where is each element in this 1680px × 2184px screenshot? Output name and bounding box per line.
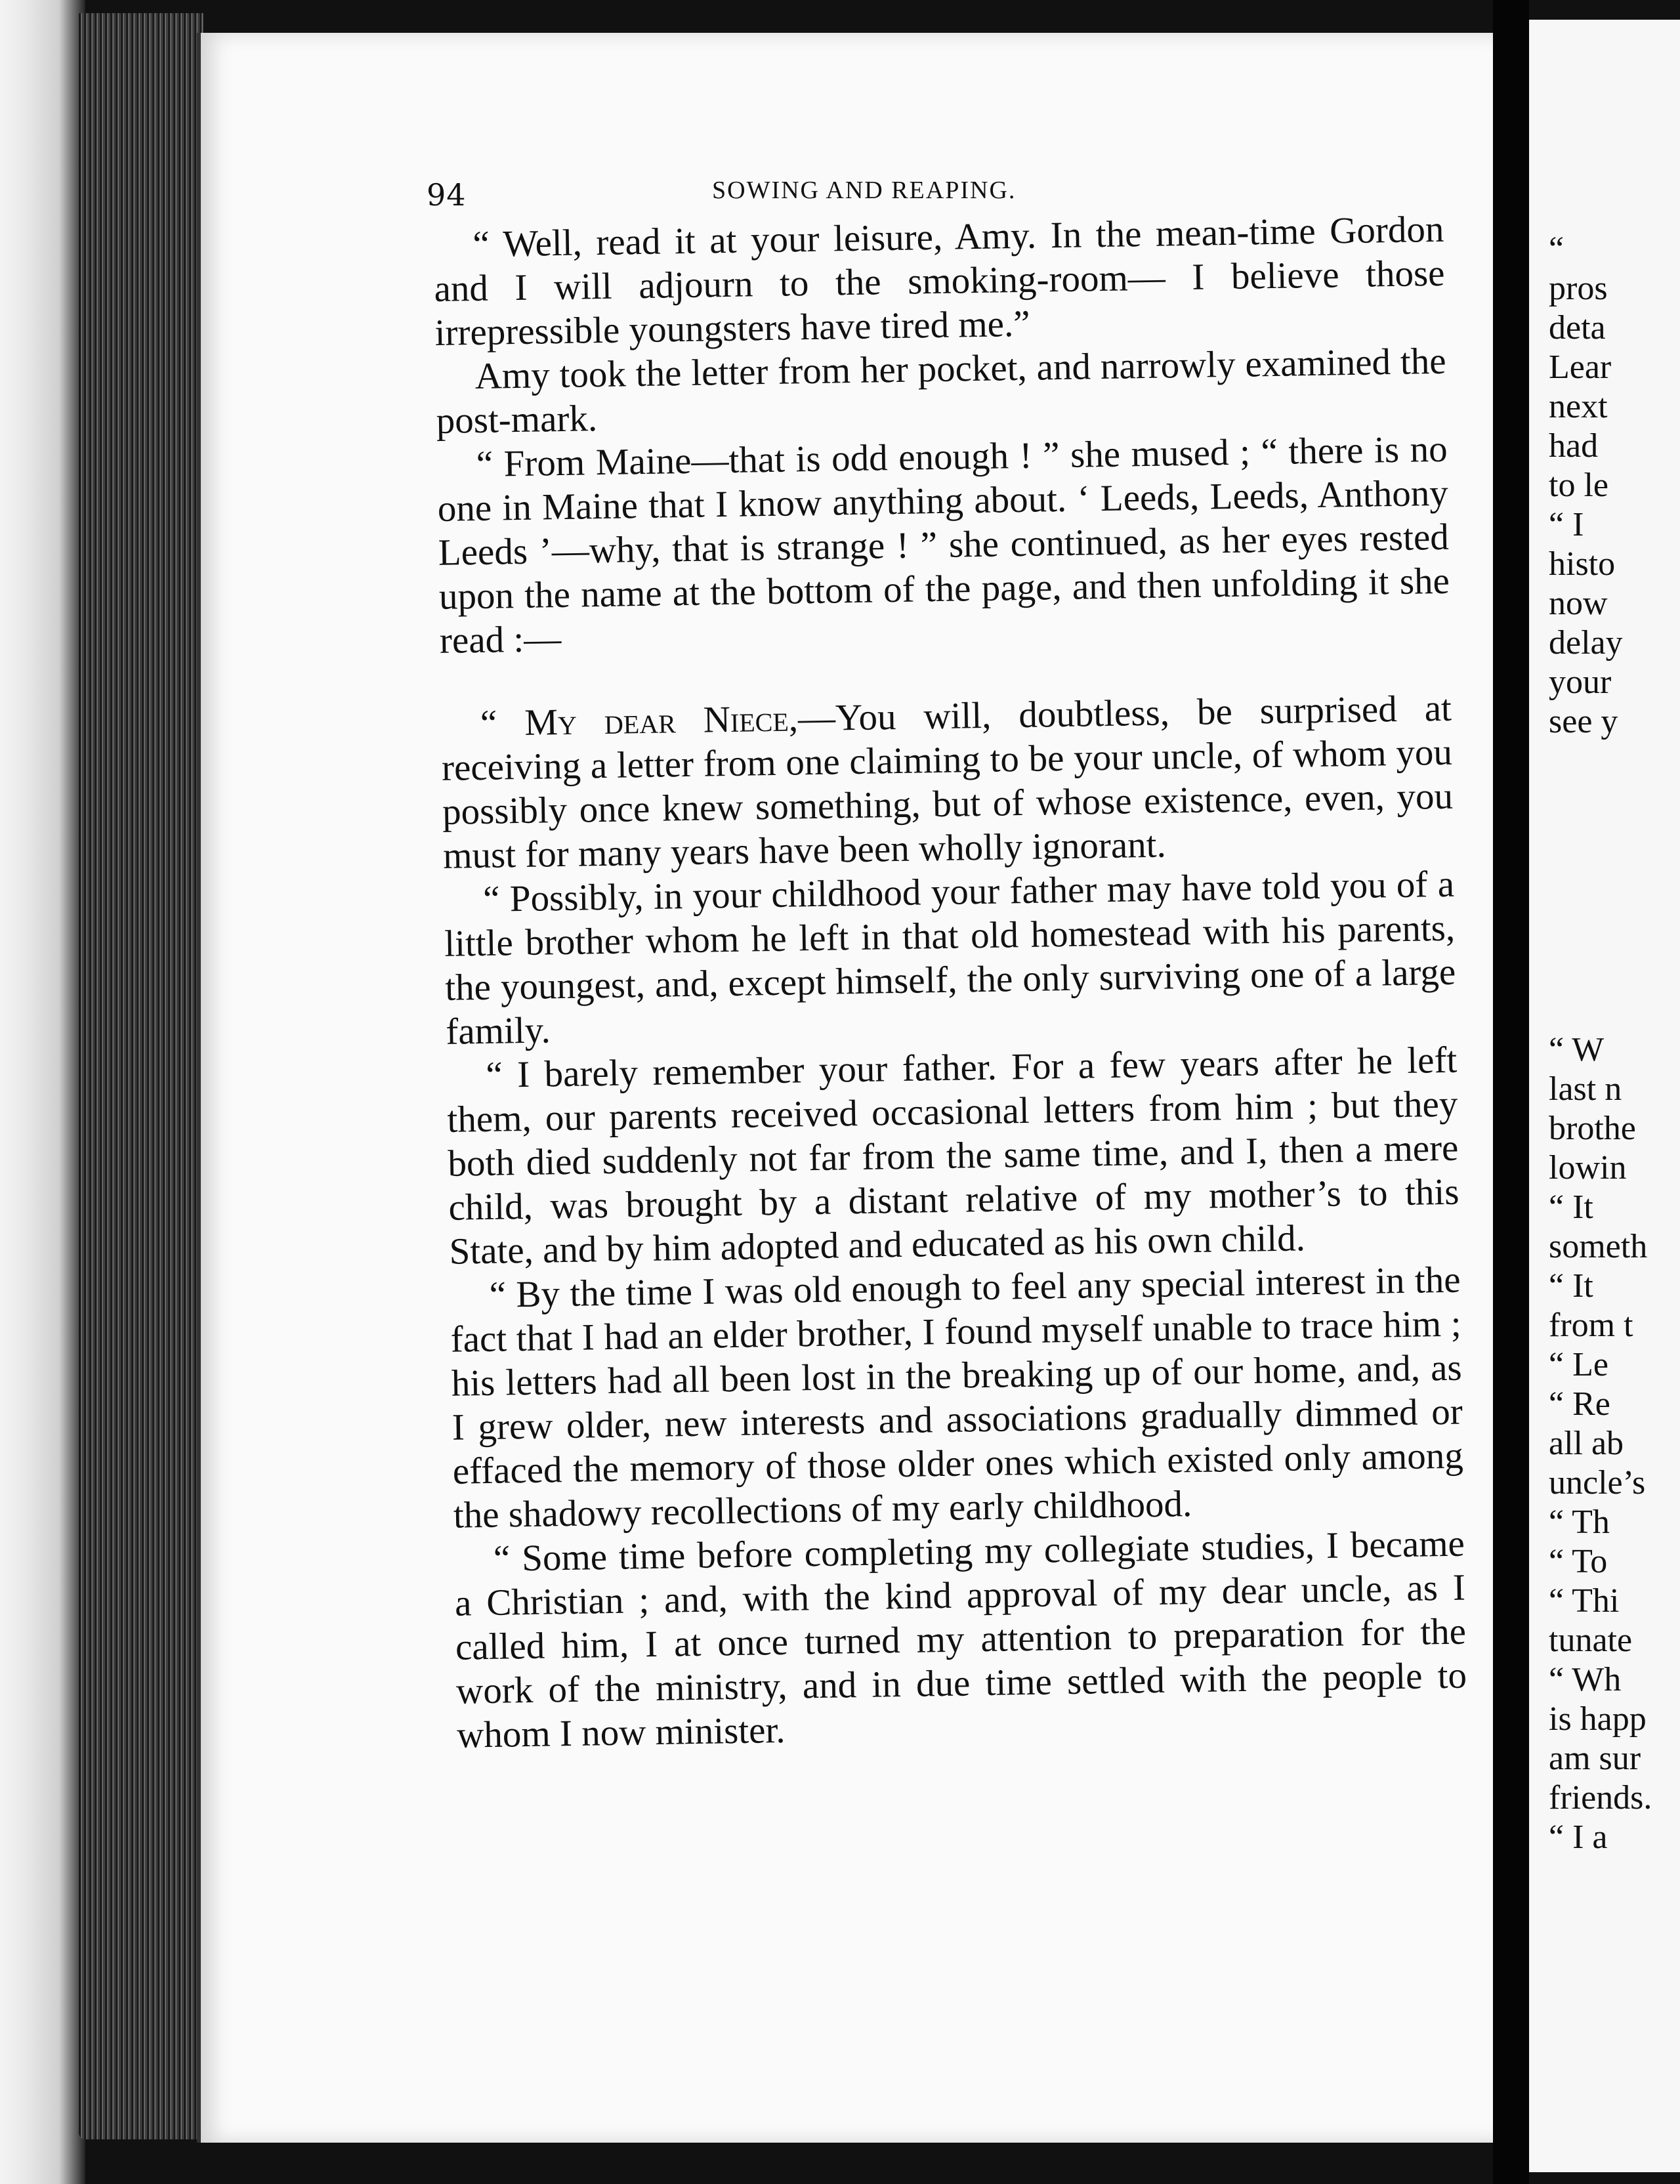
- paragraph: Amy took the letter from her pocket, and narrowly examined the post-mark.: [436, 340, 1446, 442]
- facing-text-fragment: next: [1549, 388, 1608, 425]
- facing-text-fragment: “ I: [1549, 506, 1584, 543]
- facing-text-fragment: friends.: [1549, 1779, 1652, 1816]
- facing-text-fragment: is happ: [1549, 1700, 1647, 1738]
- letter-opening: —You will, doubtless, be surprised at receiving a letter from one claiming to be your uncle, of whom you possibly once knew something, but of whose existence, even, you must for many years have been wholly ignorant.: [441, 687, 1454, 877]
- facing-text-fragment: now: [1549, 585, 1608, 622]
- scanner-margin: [0, 0, 85, 2184]
- facing-text-fragment: “ W: [1549, 1031, 1605, 1068]
- facing-text-fragment: “ Th: [1549, 1503, 1610, 1541]
- facing-text-fragment: from t: [1549, 1307, 1633, 1344]
- facing-text-fragment: “ Re: [1549, 1385, 1610, 1423]
- facing-text-fragment: all ab: [1549, 1425, 1624, 1462]
- facing-text-fragment: uncle’s: [1549, 1464, 1646, 1502]
- book-page-edges: [79, 13, 203, 2139]
- letter-paragraph: “ By the time I was old enough to feel any special interest in the fact that I had an elder brother, I found myself unable to trace him ; his letters had all been lost in the breaking up of our home, and, as I grew older, new interests and associations gradually dimmed or effaced the memory of those older ones which existed only among the shadowy recollections of my early childhood.: [450, 1259, 1464, 1536]
- facing-text-fragment: “ It: [1549, 1267, 1593, 1305]
- paragraph: “ From Maine—that is odd enough ! ” she mused ; “ there is no one in Maine that I know anything about. ‘ Leeds, Leeds, Anthony Leeds ’—why, that is strange ! ” she continued, as her eyes rested upon the name at the bottom of the page, and then unfolding it she read :—: [437, 428, 1450, 662]
- facing-text-fragment: histo: [1549, 545, 1616, 583]
- facing-text-fragment: delay: [1549, 624, 1623, 662]
- letter-paragraph: “ Some time before completing my collegiate studies, I became a Christian ; and, with the kind approval of my dear uncle, as I called him, I at once turned my attention to preparation for the work of the ministry, and in due time settled with the people to whom I now minister.: [454, 1522, 1467, 1756]
- letter-paragraph: “ Possibly, in your childhood your father may have told you of a little brother whom he left in that old homestead with his parents, the youngest, and, except himself, the only surviving one of a large family.: [444, 863, 1456, 1053]
- facing-text-fragment: am sur: [1549, 1740, 1641, 1777]
- facing-page: [1529, 20, 1680, 2172]
- letter-salutation: “ My dear Niece,: [480, 698, 799, 744]
- facing-text-fragment: see y: [1549, 703, 1618, 740]
- facing-text-fragment: “ It: [1549, 1188, 1593, 1226]
- paragraph: “ Well, read it at your leisure, Amy. In the mean-time Gordon and I will adjourn to the smoking-room— I believe those irrepressible youngsters have tired me.”: [434, 208, 1445, 354]
- facing-text-fragment: your: [1549, 663, 1612, 701]
- facing-text-fragment: pros: [1549, 270, 1608, 307]
- facing-text-fragment: “ Le: [1549, 1346, 1608, 1383]
- facing-text-fragment: “: [1549, 230, 1564, 268]
- facing-text-fragment: someth: [1549, 1228, 1648, 1265]
- facing-text-fragment: last n: [1549, 1070, 1622, 1108]
- facing-text-fragment: to le: [1549, 467, 1608, 504]
- letter-opening-paragraph: [440, 686, 1454, 878]
- facing-text-fragment: had: [1549, 427, 1599, 465]
- body-text: [433, 207, 1468, 1757]
- book-gutter: [1493, 0, 1529, 2184]
- facing-text-fragment: tunate: [1549, 1622, 1633, 1659]
- running-head: SOWING AND REAPING.: [712, 177, 1017, 204]
- page-number: 94: [427, 177, 467, 213]
- facing-text-fragment: “ To: [1549, 1543, 1608, 1580]
- facing-text-fragment: lowin: [1549, 1149, 1627, 1186]
- facing-text-fragment: Lear: [1549, 348, 1612, 386]
- facing-text-fragment: “ Thi: [1549, 1582, 1620, 1620]
- facing-text-fragment: deta: [1549, 309, 1606, 346]
- facing-text-fragment: brothe: [1549, 1110, 1636, 1147]
- facing-text-fragment: “ I a: [1549, 1818, 1608, 1856]
- facing-text-fragment: “ Wh: [1549, 1661, 1622, 1698]
- letter-paragraph: “ I barely remember your father. For a few years after he left them, our parents received occasional letters from him ; but they both died suddenly not far from the same time, and I, then a mere child, was brought by a distant relative of my mother’s to this State, and by him adopted and educated as his own child.: [446, 1039, 1460, 1272]
